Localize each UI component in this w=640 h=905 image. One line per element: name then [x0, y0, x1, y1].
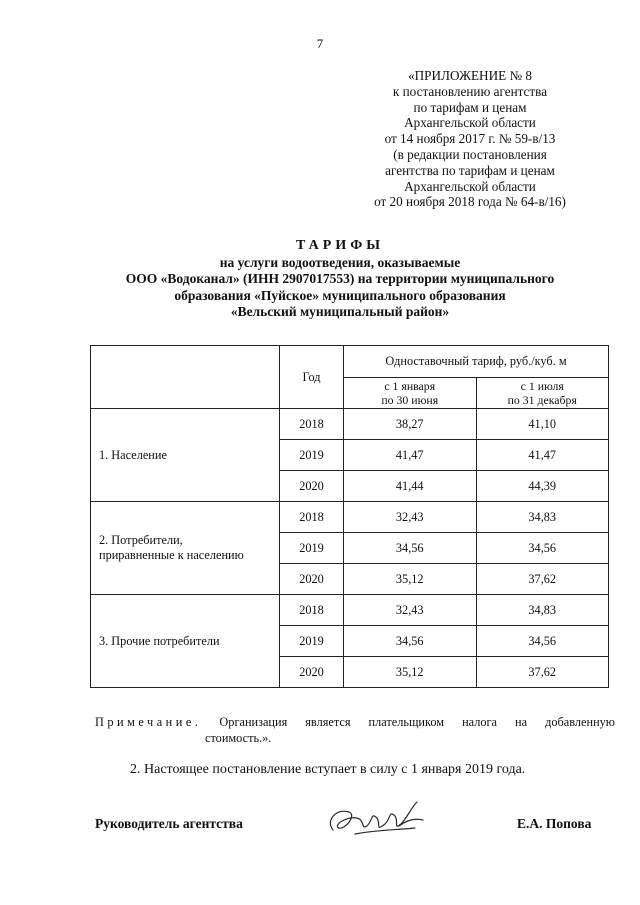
tariff-h1-cell: 35,12 [344, 564, 477, 595]
period-1-header [344, 378, 477, 409]
document-title [60, 238, 620, 321]
year-cell: 2020 [280, 564, 344, 595]
table-corner-cell [91, 346, 280, 409]
tariff-h1-cell: 35,12 [344, 657, 477, 688]
category-label: 2. Потребители, [99, 533, 183, 547]
table-row [91, 595, 609, 626]
year-cell: 2019 [280, 533, 344, 564]
appendix-line: «ПРИЛОЖЕНИЕ № 8 [408, 68, 532, 83]
note-line [95, 714, 615, 730]
period-2-line: с 1 июля [520, 379, 564, 393]
category-cell [91, 595, 280, 688]
year-cell: 2019 [280, 626, 344, 657]
year-cell: 2018 [280, 409, 344, 440]
table-note [95, 714, 615, 746]
period-1-line: с 1 января [384, 379, 436, 393]
appendix-header [340, 68, 600, 210]
title-line: на услуги водоотведения, оказываемые [219, 254, 461, 270]
tariff-h2-cell: 41,47 [476, 440, 609, 471]
appendix-line: к постановлению агентства [392, 83, 548, 99]
appendix-line: (в редакции постановления [393, 146, 547, 162]
tariff-h1-cell: 38,27 [344, 409, 477, 440]
period-2-header [476, 378, 609, 409]
tariff-h1-cell: 34,56 [344, 626, 477, 657]
title-line: ООО «Водоканал» (ИНН 2907017553) на территории муниципального [125, 271, 555, 286]
appendix-line: от 14 ноября 2017 г. № 59-в/13 [384, 131, 556, 147]
category-label: 1. Население [99, 447, 167, 462]
appendix-line: Архангельской области [404, 178, 536, 194]
decree-text: 2. Настоящее постановление вступает в силу с 1 января 2019 года. [130, 762, 526, 777]
note-word: плательщиком [368, 715, 445, 729]
note-word: налога [462, 715, 498, 729]
appendix-line: Архангельской области [404, 115, 536, 131]
tariff-h2-cell: 44,39 [476, 471, 609, 502]
appendix-line: от 20 ноября 2018 года № 64-в/16) [374, 194, 566, 210]
tariff-table [90, 345, 609, 688]
tariff-h1-cell: 32,43 [344, 595, 477, 626]
note-word: на [515, 715, 528, 729]
note-line-2: стоимость.». [205, 731, 272, 745]
year-cell: 2020 [280, 657, 344, 688]
title-main: ТАРИФЫ [296, 238, 384, 253]
signer-role: Руководитель агентства [95, 816, 243, 831]
year-header: Год [280, 346, 344, 409]
year-cell: 2020 [280, 471, 344, 502]
appendix-line: по тарифам и ценам [413, 99, 527, 115]
title-line: образования «Пуйское» муниципального образования [174, 287, 506, 303]
note-word: Организация [219, 715, 288, 729]
period-2-line: по 31 декабря [507, 393, 577, 407]
year-cell: 2018 [280, 502, 344, 533]
note-label: Примечание. [95, 715, 202, 729]
signature-image [315, 790, 435, 850]
tariff-h1-cell: 41,44 [344, 471, 477, 502]
tariff-h2-cell: 37,62 [476, 657, 609, 688]
tariff-h2-cell: 34,83 [476, 502, 609, 533]
title-line: «Вельский муниципальный район» [230, 304, 450, 319]
note-word: является [305, 715, 351, 729]
tariff-h2-cell: 34,56 [476, 533, 609, 564]
tariff-h2-cell: 41,10 [476, 409, 609, 440]
year-cell: 2019 [280, 440, 344, 471]
tariff-h1-cell: 41,47 [344, 440, 477, 471]
tariff-h1-cell: 34,56 [344, 533, 477, 564]
tariff-h2-cell: 34,83 [476, 595, 609, 626]
table-row [91, 502, 609, 533]
category-label: приравненные к населению [99, 548, 244, 562]
tariff-h1-cell: 32,43 [344, 502, 477, 533]
page-number: 7 [316, 36, 324, 51]
tariff-h2-cell: 37,62 [476, 564, 609, 595]
note-word: добавленную [545, 715, 615, 729]
tariff-h2-cell: 34,56 [476, 626, 609, 657]
tariff-header: Одноставочный тариф, руб./куб. м [344, 346, 609, 378]
category-cell [91, 409, 280, 502]
category-cell [91, 502, 280, 595]
table-row [91, 409, 609, 440]
period-1-line: по 30 июня [381, 393, 439, 407]
appendix-line: агентства по тарифам и ценам [385, 162, 555, 178]
signer-name: Е.А. Попова [517, 816, 592, 831]
year-cell: 2018 [280, 595, 344, 626]
category-label: 3. Прочие потребители [99, 633, 220, 648]
